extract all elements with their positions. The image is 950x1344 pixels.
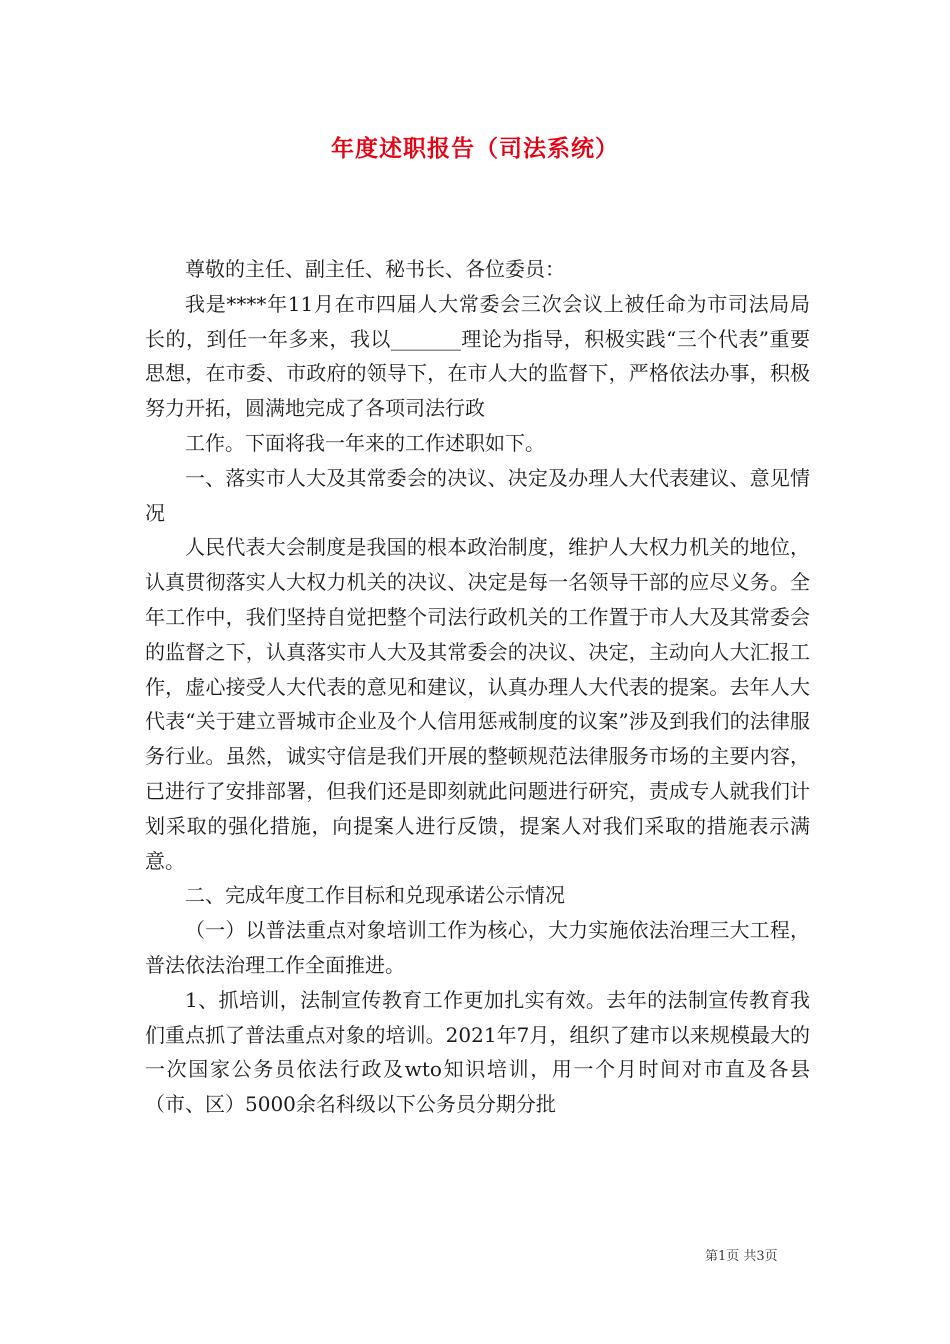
page-number: 第1页 共3页 (705, 1249, 778, 1264)
section-heading-2: 二、完成年度工作目标和兑现承诺公示情况 (185, 883, 565, 908)
salutation: 尊敬的主任、副主任、秘书长、各位委员： (185, 257, 565, 281)
paragraph-training: 1、抓培训，法制宣传教育工作更加扎实有效。去年的法制宣传教育我们重点抓了普法重点对象的培训。2021年7月，组织了建市以来规模最大的一次国家公务员依法行政及wto知识培训，用一个月时间对市直及各县（市、区）5000余名科级以下公务员分期分批 (145, 987, 810, 1117)
document-body (145, 252, 810, 1122)
subsection-heading-1: （一）以普法重点对象培训工作为核心，大力实施依法治理三大工程，普法依法治理工作全面推进。 (145, 918, 810, 977)
paragraph-intro: 我是****年11月在市四届人大常委会三次会议上被任命为市司法局局长的，到任一年多来，我以_______理论为指导，积极实践“三个代表”重要思想，在市委、市政府的领导下，在市人大的监督下，严格依法办事，积极努力开拓，圆满地完成了各项司法行政 (145, 291, 810, 421)
section-heading-1: 一、落实市人大及其常委会的决议、决定及办理人大代表建议、意见情况 (145, 465, 810, 525)
paragraph-intro-continued: 工作。下面将我一年来的工作述职如下。 (185, 430, 545, 455)
document-title: 年度述职报告（司法系统） (331, 135, 619, 162)
paragraph-section-1: 人民代表大会制度是我国的根本政治制度，维护人大权力机关的地位，认真贯彻落实人大权力机关的决议、决定是每一名领导干部的应尽义务。全年工作中，我们坚持自觉把整个司法行政机关的工作置于市人大及其常委会的监督之下，认真落实市人大及其常委会的决议、决定，主动向人大汇报工作，虚心接受人大代表的意见和建议，认真办理人大代表的提案。去年人大代表“关于建立晋城市企业及个人信用惩戒制度的议案”涉及到我们的法律服务行业。虽然，诚实守信是我们开展的整顿规范法律服务市场的主要内容，已进行了安排部署，但我们还是即刻就此问题进行研究，责成专人就我们计划采取的强化措施，向提案人进行反馈，提案人对我们采取的措施表示满意。 (145, 535, 810, 873)
